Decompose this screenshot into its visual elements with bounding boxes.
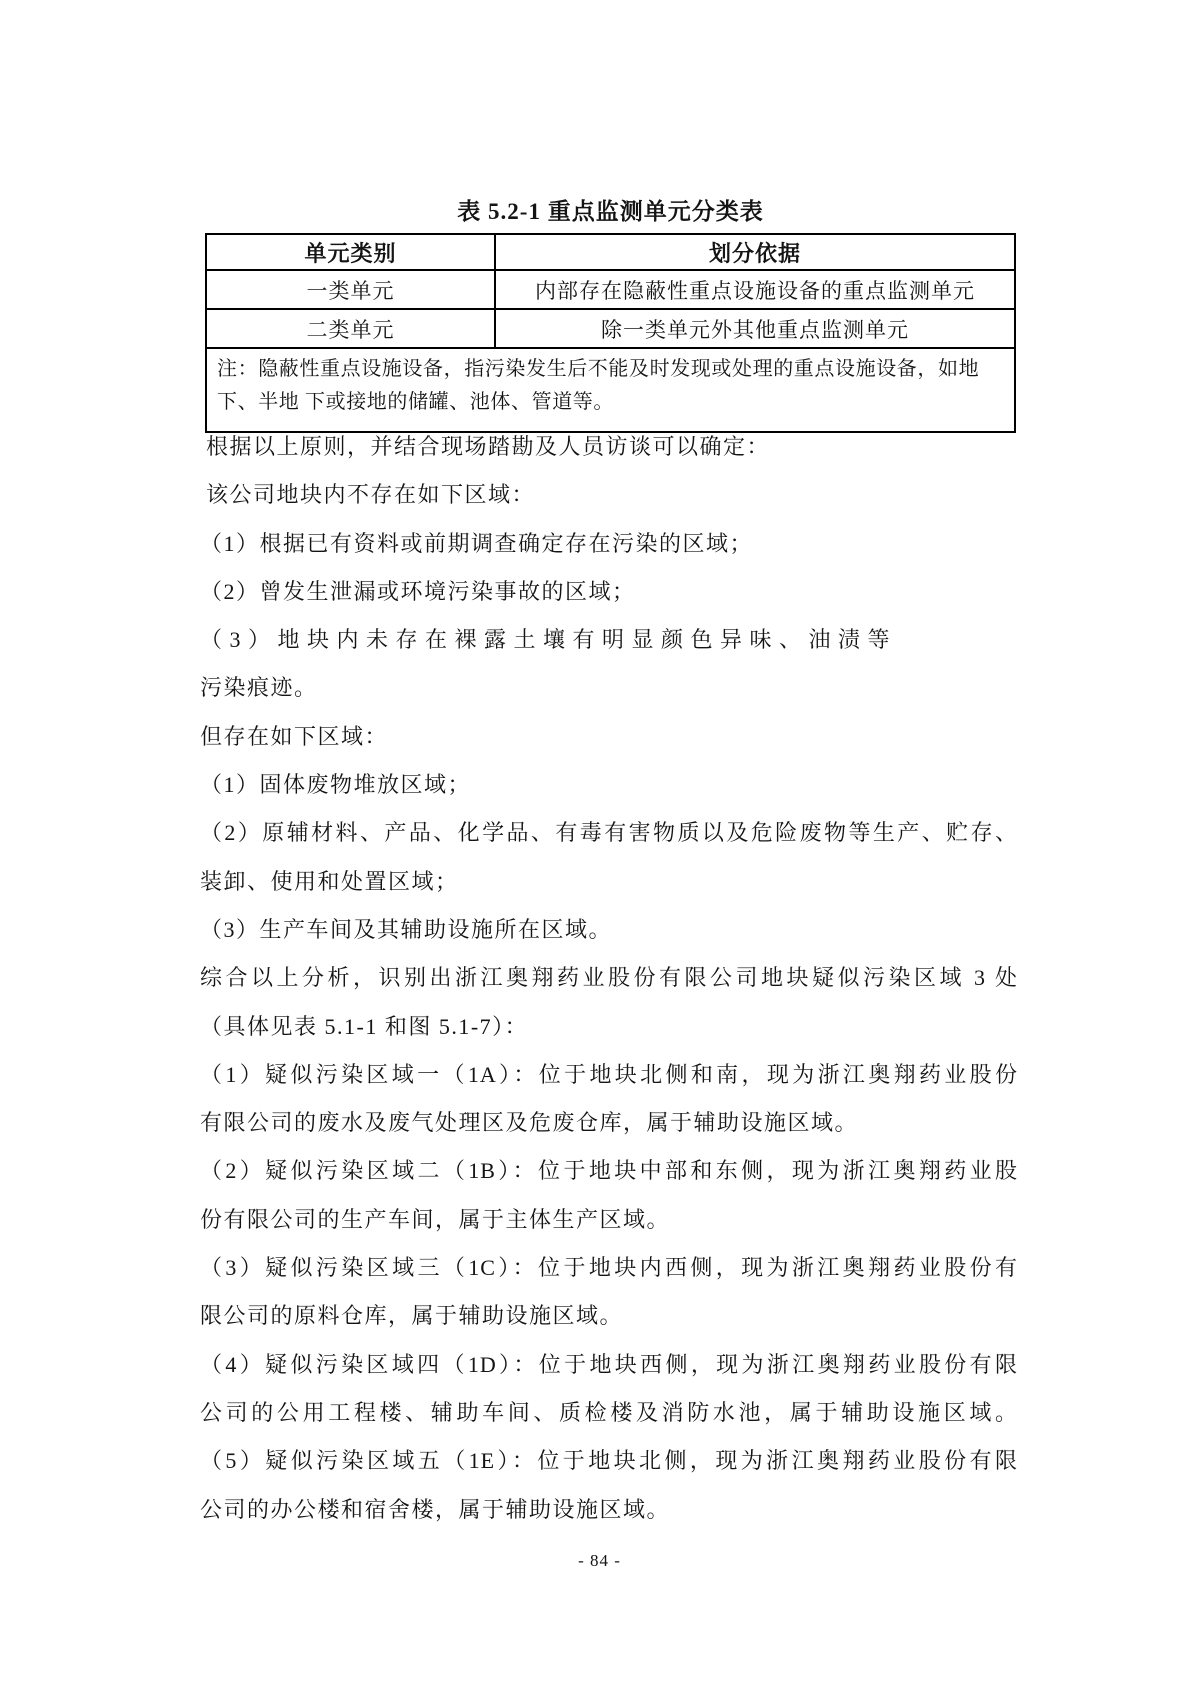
body-line: （3）地块内未存在裸露土壤有明显颜色异味、油渍等 <box>200 627 898 653</box>
table-header-row <box>206 234 1015 270</box>
body-line: 限公司的原料仓库，属于辅助设施区域。 <box>200 1303 624 1329</box>
table-title: 表 5.2-1 重点监测单元分类表 <box>457 199 764 224</box>
body-line: （具体见表 5.1-1 和图 5.1-7）： <box>200 1013 529 1039</box>
body-line: 该公司地块内不存在如下区域： <box>206 482 536 508</box>
body-line: （5）疑似污染区域五（1E）：位于地块北侧，现为浙江奥翔药业股份有限 <box>200 1448 1018 1474</box>
body-text <box>200 423 1018 1534</box>
page-number: - 84 - <box>578 1551 621 1570</box>
table-cell-category: 二类单元 <box>206 309 495 348</box>
body-line: 但存在如下区域： <box>200 723 389 749</box>
body-line: 装卸、使用和处置区域； <box>200 868 459 894</box>
table-cell-category: 一类单元 <box>206 270 495 309</box>
table-row <box>206 270 1015 309</box>
table-header-classification-basis: 划分依据 <box>495 234 1015 270</box>
body-line: 污染痕迹。 <box>200 675 318 701</box>
body-line: （1）根据已有资料或前期调查确定存在污染的区域； <box>200 530 754 556</box>
body-line: 综合以上分析，识别出浙江奥翔药业股份有限公司地块疑似污染区域 3 处 <box>200 965 1018 991</box>
body-line: （4）疑似污染区域四（1D）：位于地块西侧，现为浙江奥翔药业股份有限 <box>200 1351 1018 1377</box>
body-line: 根据以上原则，并结合现场踏勘及人员访谈可以确定： <box>206 434 771 459</box>
body-line: （2）疑似污染区域二（1B）：位于地块中部和东侧，现为浙江奥翔药业股 <box>200 1158 1018 1184</box>
table-row <box>206 309 1015 348</box>
body-line: （3）生产车间及其辅助设施所在区域。 <box>200 916 613 942</box>
body-line: 份有限公司的生产车间，属于主体生产区域。 <box>200 1206 671 1232</box>
body-line: 公司的办公楼和宿舍楼，属于辅助设施区域。 <box>200 1496 671 1522</box>
monitoring-unit-classification-table <box>205 233 1016 433</box>
body-line: （3）疑似污染区域三（1C）：位于地块内西侧，现为浙江奥翔药业股份有 <box>200 1255 1018 1281</box>
body-line: 公司的公用工程楼、辅助车间、质检楼及消防水池，属于辅助设施区域。 <box>200 1399 1018 1425</box>
table-cell-basis: 内部存在隐蔽性重点设施设备的重点监测单元 <box>495 270 1015 309</box>
table-header-unit-category: 单元类别 <box>206 234 495 270</box>
table-note-row <box>206 348 1015 432</box>
body-line: （1）疑似污染区域一（1A）：位于地块北侧和南，现为浙江奥翔药业股份 <box>200 1061 1018 1087</box>
table-note: 注：隐蔽性重点设施设备，指污染发生后不能及时发现或处理的重点设施设备，如地下、半地 下或接地的储罐、池体、管道等。 <box>206 348 1015 432</box>
table-cell-basis: 除一类单元外其他重点监测单元 <box>495 309 1015 348</box>
body-line: （2）曾发生泄漏或环境污染事故的区域； <box>200 578 636 604</box>
body-line: （2）原辅材料、产品、化学品、有毒有害物质以及危险废物等生产、贮存、 <box>200 820 1018 846</box>
body-line: （1）固体废物堆放区域； <box>200 772 472 798</box>
body-line: 有限公司的废水及废气处理区及危废仓库，属于辅助设施区域。 <box>200 1110 859 1136</box>
